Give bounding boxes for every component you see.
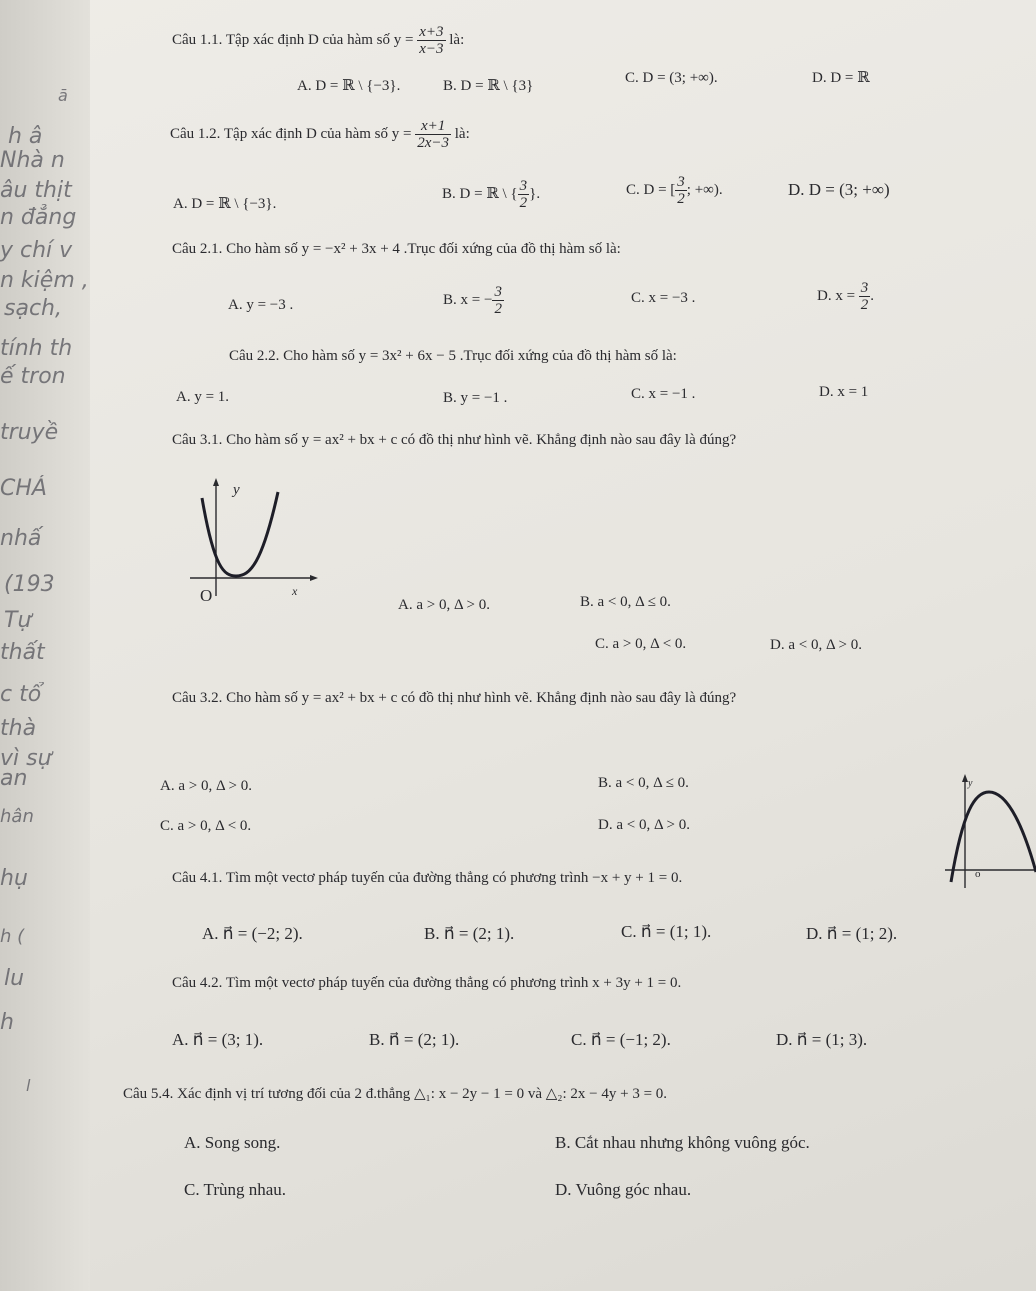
- bleed-line: (193: [4, 572, 55, 597]
- option-b[interactable]: B. n⃗ = (2; 1).: [424, 924, 515, 943]
- graph-axis-label-y: y: [968, 778, 973, 789]
- option-c[interactable]: C. x = −1 .: [631, 386, 696, 402]
- bleed-line: thà: [0, 716, 37, 741]
- option-text: }.: [529, 185, 541, 202]
- question-stem: Câu 4.2. Tìm một vectơ pháp tuyến của đường thẳng có phương trình x + 3y + 1 = 0.: [172, 975, 682, 991]
- question-stem: Câu 3.1. Cho hàm số y = ax² + bx + c có đồ thị như hình vẽ. Khẳng định nào sau đây là đúng?: [172, 432, 737, 448]
- option-c[interactable]: C. a > 0, Δ < 0.: [160, 818, 252, 834]
- bleed-line: h â: [8, 124, 43, 149]
- fraction-numerator: 3: [860, 280, 869, 296]
- question-stem: Câu 2.1. Cho hàm số y = −x² + 3x + 4 .Trục đối xứng của đồ thị hàm số là:: [172, 241, 621, 257]
- question-stem: Câu 4.1. Tìm một vectơ pháp tuyến của đường thẳng có phương trình −x + y + 1 = 0.: [172, 870, 683, 886]
- option-d[interactable]: [817, 280, 874, 313]
- option-d[interactable]: D. n⃗ = (1; 3).: [776, 1030, 868, 1049]
- bleed-line: Tự: [4, 608, 32, 633]
- bleed-line: hụ: [0, 866, 28, 891]
- option-text: B. D = ℝ \ {: [442, 185, 518, 202]
- option-d[interactable]: D. x = 1: [819, 384, 869, 400]
- option-b[interactable]: B. n⃗ = (2; 1).: [369, 1030, 460, 1049]
- fraction-numerator: x+1: [415, 118, 451, 135]
- option-c[interactable]: C. a > 0, Δ < 0.: [595, 636, 687, 652]
- bleed-line: thất: [0, 640, 45, 665]
- option-a[interactable]: A. a > 0, Δ > 0.: [398, 597, 490, 613]
- bleed-line: l: [26, 1076, 31, 1095]
- question-stem: Câu 2.2. Cho hàm số y = 3x² + 6x − 5 .Trục đối xứng của đồ thị hàm số là:: [229, 348, 677, 364]
- fraction: [518, 178, 530, 211]
- bleed-line: hân: [0, 806, 34, 827]
- option-c[interactable]: C. x = −3 .: [631, 290, 696, 306]
- option-c[interactable]: C. n⃗ = (−1; 2).: [571, 1030, 671, 1049]
- option-text: ; +∞).: [686, 181, 723, 198]
- option-a[interactable]: A. n⃗ = (3; 1).: [172, 1030, 264, 1049]
- question-stem: [170, 118, 470, 151]
- option-a[interactable]: A. Song song.: [184, 1133, 281, 1152]
- stem-text: là:: [445, 31, 465, 48]
- fraction: [417, 24, 445, 57]
- stem-text: Câu 1.2. Tập xác định D của hàm số y =: [170, 125, 416, 142]
- option-d[interactable]: D. n⃗ = (1; 2).: [806, 924, 898, 943]
- stem-text: là:: [451, 125, 470, 142]
- fraction-denominator: x−3: [419, 41, 444, 57]
- option-a[interactable]: A. D = ℝ \ {−3}.: [173, 196, 277, 212]
- option-a[interactable]: A. a > 0, Δ > 0.: [160, 778, 252, 794]
- bleed-line: c tổ: [0, 682, 42, 707]
- fraction: [859, 280, 871, 313]
- fraction-denominator: 2: [519, 195, 528, 211]
- bleed-line: sạch,: [4, 296, 62, 321]
- option-a[interactable]: A. y = 1.: [176, 389, 230, 405]
- option-d[interactable]: D. a < 0, Δ > 0.: [598, 817, 690, 833]
- option-b[interactable]: B. a < 0, Δ ≤ 0.: [598, 775, 689, 791]
- bleed-line: y chí v: [0, 238, 73, 263]
- fraction-denominator: 2: [677, 191, 685, 207]
- bleed-line: âu thịt: [0, 178, 72, 203]
- option-text: .: [870, 287, 875, 304]
- bleed-line: ế tron: [0, 364, 66, 389]
- stem-text: Câu 1.1. Tập xác định D của hàm số y =: [172, 31, 418, 48]
- question-stem: Câu 3.2. Cho hàm số y = ax² + bx + c có đồ thị như hình vẽ. Khẳng định nào sau đây là đúng?: [172, 690, 737, 706]
- bleed-line: Nhà n: [0, 148, 65, 173]
- bleed-line: tính th: [0, 336, 73, 361]
- option-b[interactable]: [442, 178, 540, 211]
- graph-origin-label: O: [200, 586, 213, 605]
- fraction-numerator: 3: [494, 284, 502, 300]
- option-c[interactable]: C. D = (3; +∞).: [625, 70, 718, 86]
- option-d[interactable]: D. D = ℝ: [812, 70, 870, 86]
- bleed-line: vì sự: [0, 746, 52, 771]
- option-a[interactable]: A. n⃗ = (−2; 2).: [202, 924, 303, 943]
- option-b[interactable]: [443, 284, 504, 317]
- option-b[interactable]: B. a < 0, Δ ≤ 0.: [580, 594, 671, 610]
- graph-axis-label-x: x: [292, 584, 298, 598]
- option-text: B. x = −: [443, 291, 493, 308]
- fraction-denominator: 2x−3: [417, 135, 449, 151]
- bleed-line: truyề: [0, 420, 59, 445]
- option-a[interactable]: A. D = ℝ \ {−3}.: [297, 78, 401, 94]
- fraction: [675, 174, 687, 207]
- parabola-graph-downward: [945, 770, 1036, 890]
- option-c[interactable]: C. Trùng nhau.: [184, 1180, 287, 1199]
- option-a[interactable]: A. y = −3 .: [228, 297, 294, 313]
- fraction: [415, 118, 451, 151]
- option-b[interactable]: B. y = −1 .: [443, 390, 508, 406]
- option-c[interactable]: C. n⃗ = (1; 1).: [621, 922, 712, 941]
- question-stem: Câu 5.4. Xác định vị trí tương đối của 2 đ.thẳng △₁: x − 2y − 1 = 0 và △₂: 2x − 4y + 3 = 0.: [123, 1086, 668, 1102]
- graph-axis-label-y: y: [233, 482, 240, 498]
- option-b[interactable]: B. Cắt nhau nhưng không vuông góc.: [555, 1133, 810, 1152]
- option-text: C. D = [: [626, 181, 676, 198]
- option-d[interactable]: D. a < 0, Δ > 0.: [770, 637, 862, 653]
- fraction-numerator: 3: [519, 178, 528, 194]
- bleed-line: an: [0, 766, 28, 791]
- bleed-line: nhấ: [0, 526, 42, 551]
- bleed-line: h: [0, 1010, 14, 1035]
- option-d[interactable]: D. D = (3; +∞): [788, 180, 890, 199]
- bleed-line: ā: [58, 86, 68, 105]
- fraction-denominator: 2: [494, 301, 502, 317]
- bleed-line: CHÁ: [0, 476, 47, 501]
- graph-origin-label: o: [975, 868, 981, 880]
- bleed-line: lu: [4, 966, 25, 991]
- fraction-numerator: x+3: [419, 24, 444, 40]
- bleed-line: n kiệm ,: [0, 268, 89, 293]
- option-text: D. x =: [817, 287, 859, 304]
- option-d[interactable]: D. Vuông góc nhau.: [555, 1180, 692, 1199]
- bleed-line: h (: [0, 926, 25, 947]
- option-c[interactable]: [626, 174, 723, 207]
- bleed-line: n đẳng: [0, 205, 77, 230]
- question-stem: [172, 24, 464, 57]
- fraction-denominator: 2: [860, 297, 869, 313]
- fraction-numerator: 3: [677, 174, 685, 190]
- option-b[interactable]: B. D = ℝ \ {3}: [443, 78, 534, 94]
- fraction: [492, 284, 504, 317]
